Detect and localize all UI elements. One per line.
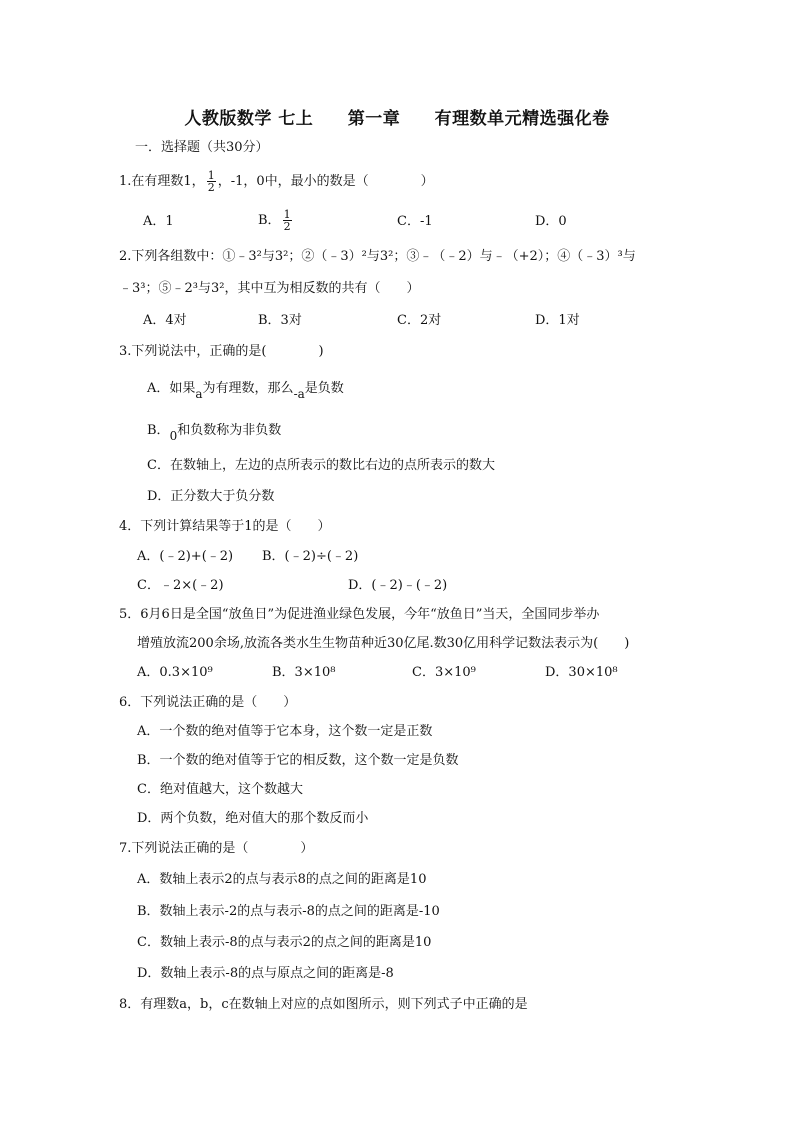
q3-opta-text-2: 为有理数，那么 — [202, 381, 294, 396]
question-2-line-2: ﹣3³；⑤﹣2³与3²，其中互为相反数的共有（ ） — [119, 281, 420, 296]
question-3: 3.下列说法中，正确的是( ) — [119, 344, 324, 359]
section-heading: 一．选择题（共30分） — [135, 140, 269, 155]
q1-suffix: ，-1，0中，最小的数是（ ） — [217, 174, 434, 189]
q1-option-a: A．1 — [143, 214, 174, 229]
question-7: 7.下列说法正确的是（ ） — [119, 841, 314, 856]
q3-option-d: D．正分数大于负分数 — [147, 489, 275, 504]
q3-optb-text-2: 和负数称为非负数 — [177, 423, 282, 438]
q3-opta-text-1: A．如果 — [147, 381, 196, 396]
q1-frac-den: 2 — [207, 181, 215, 194]
q1-fraction — [207, 170, 216, 193]
question-4: 4．下列计算结果等于1的是（ ） — [119, 519, 331, 534]
q1-option-b-fraction — [283, 209, 292, 232]
q1-optb-num: 1 — [283, 208, 291, 221]
q2-option-c: C．2对 — [397, 313, 442, 328]
q1-option-b — [258, 209, 294, 232]
title-part-3: 有理数单元精选强化卷 — [434, 109, 610, 129]
q5-option-a: A．0.3×10⁹ — [137, 665, 213, 680]
q2-option-b: B．3对 — [258, 313, 302, 328]
q3-option-c: C．在数轴上，左边的点所表示的数比右边的点所表示的数大 — [147, 458, 495, 473]
title-part-1: 人教版数学 七上 — [184, 109, 314, 129]
q1-optb-den: 2 — [283, 220, 291, 233]
question-5-line-2: 增殖放流200余场,放流各类水生生物苗种近30亿尾.数30亿用科学记数法表示为( ) — [137, 636, 630, 651]
q2-option-a: A．4对 — [143, 313, 187, 328]
q1-option-b-label: B． — [258, 213, 281, 228]
q6-option-a: A．一个数的绝对值等于它本身，这个数一定是正数 — [137, 724, 433, 739]
q3-option-a — [147, 379, 344, 401]
q1-frac-num: 1 — [207, 169, 215, 182]
q5-option-d: D．30×10⁸ — [545, 665, 618, 680]
q6-option-d: D．两个负数，绝对值大的那个数反而小 — [137, 811, 369, 826]
page-title — [0, 104, 794, 129]
q4-option-d: D．(﹣2)﹣(﹣2) — [348, 578, 448, 593]
question-2-line-1: 2.下列各组数中：①﹣3²与3²；②（﹣3）²与3²；③﹣（﹣2）与﹣（+2）；④（﹣3）³与 — [119, 249, 636, 264]
q3-opta-var: a — [195, 387, 203, 401]
q3-optb-text-1: B． — [147, 423, 170, 438]
q3-opta-text-3: 是负数 — [304, 381, 344, 396]
q4-option-a: A．(﹣2)+(﹣2) — [137, 549, 234, 564]
question-5-line-1: 5．6月6日是全国“放鱼日”为促进渔业绿色发展，今年“放鱼日”当天，全国同步举办 — [119, 607, 600, 622]
q1-option-d: D．0 — [535, 214, 567, 229]
q4-option-b: B．(﹣2)÷(﹣2) — [262, 549, 359, 564]
q7-option-a: A．数轴上表示2的点与表示8的点之间的距离是10 — [137, 872, 427, 887]
q7-option-c: C．数轴上表示-8的点与表示2的点之间的距离是10 — [137, 935, 432, 950]
q2-option-d: D．1对 — [535, 313, 580, 328]
question-1 — [119, 170, 434, 193]
q4-option-c: C．﹣2×(﹣2) — [137, 578, 224, 593]
q6-option-c: C．绝对值越大，这个数越大 — [137, 782, 303, 797]
q5-option-c: C．3×10⁹ — [412, 665, 476, 680]
q5-option-b: B．3×10⁸ — [272, 665, 336, 680]
question-6: 6．下列说法正确的是（ ） — [119, 695, 297, 710]
q6-option-b: B．一个数的绝对值等于它的相反数，这个数一定是负数 — [137, 753, 459, 768]
q1-option-c: C．-1 — [397, 214, 433, 229]
q7-option-d: D．数轴上表示-8的点与原点之间的距离是-8 — [137, 966, 394, 981]
question-8: 8．有理数a，b，c在数轴上对应的点如图所示，则下列式子中正确的是 — [119, 997, 528, 1012]
q3-optb-zero: 0 — [169, 429, 178, 443]
q3-opta-neg-var: -a — [293, 387, 305, 401]
q1-prefix: 1.在有理数1， — [119, 174, 205, 189]
q3-option-b — [147, 421, 282, 443]
q7-option-b: B．数轴上表示-2的点与表示-8的点之间的距离是-10 — [137, 904, 440, 919]
title-part-2: 第一章 — [347, 109, 401, 129]
